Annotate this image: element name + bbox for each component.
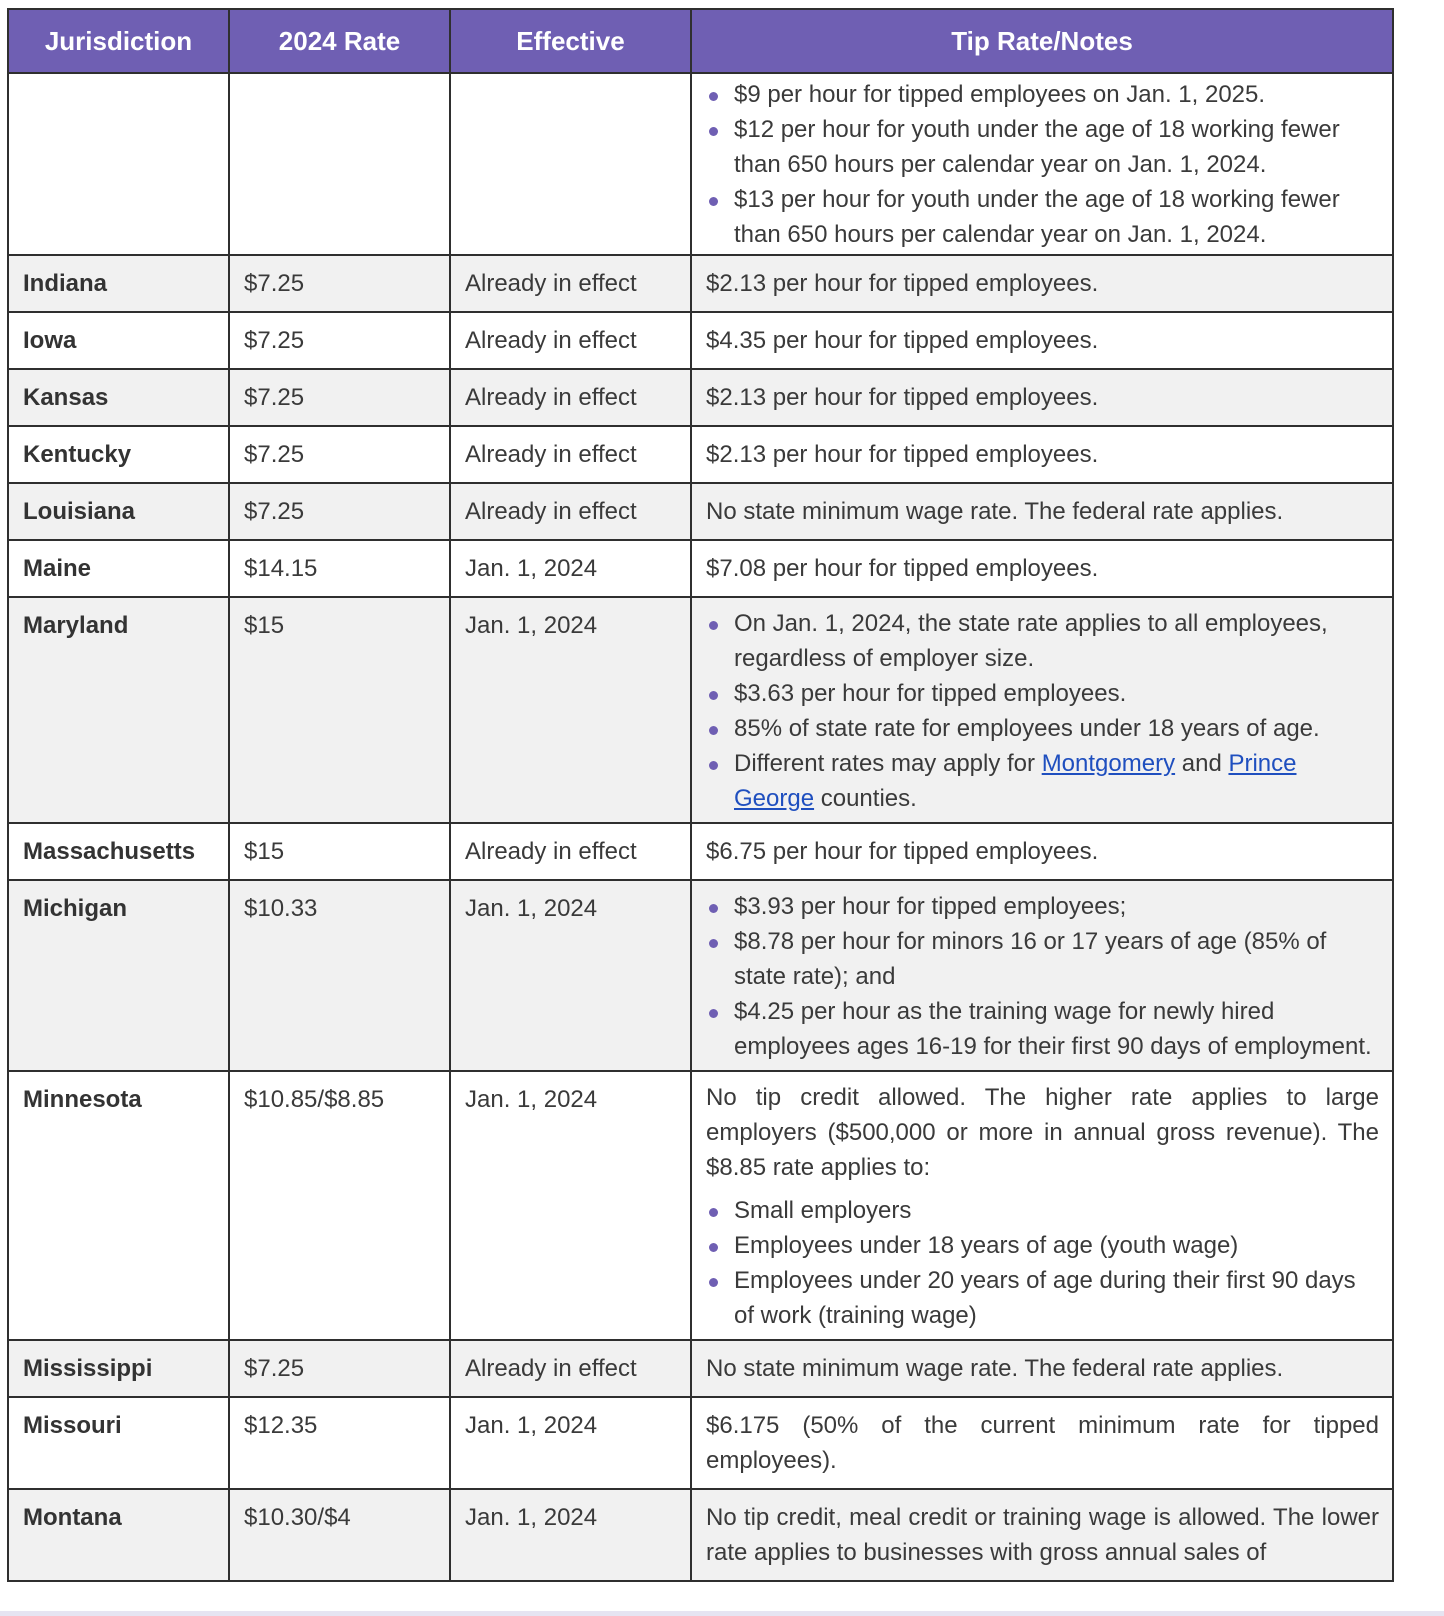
cell-jurisdiction: Kansas bbox=[8, 369, 229, 426]
cell-notes: No tip credit, meal credit or training wage is allowed. The lower rate applies to businesses with gross annual sales of bbox=[691, 1489, 1393, 1581]
header-row bbox=[8, 9, 1393, 73]
table-row-maryland bbox=[8, 597, 1393, 823]
notes-list bbox=[706, 606, 1379, 816]
cell-effective: Jan. 1, 2024 bbox=[450, 1071, 691, 1340]
cell-jurisdiction: Massachusetts bbox=[8, 823, 229, 880]
cell-rate bbox=[229, 73, 450, 255]
list-item: Employees under 20 years of age during their first 90 days of work (training wage) bbox=[706, 1263, 1379, 1333]
header-notes[interactable]: Tip Rate/Notes bbox=[691, 9, 1393, 73]
cell-rate: $10.85/$8.85 bbox=[229, 1071, 450, 1340]
list-item: $8.78 per hour for minors 16 or 17 years of age (85% of state rate); and bbox=[706, 924, 1379, 994]
list-item: $9 per hour for tipped employees on Jan. 1, 2025. bbox=[706, 77, 1379, 112]
cell-rate: $7.25 bbox=[229, 312, 450, 369]
header-jurisdiction[interactable]: Jurisdiction bbox=[8, 9, 229, 73]
header-rate[interactable]: 2024 Rate bbox=[229, 9, 450, 73]
cell-effective: Already in effect bbox=[450, 369, 691, 426]
prince-george-link[interactable]: Prince George bbox=[734, 750, 1297, 812]
table-row-mississippi bbox=[8, 1340, 1393, 1397]
cell-jurisdiction: Louisiana bbox=[8, 483, 229, 540]
table-row-louisiana bbox=[8, 483, 1393, 540]
table-row-iowa bbox=[8, 312, 1393, 369]
cell-notes: $2.13 per hour for tipped employees. bbox=[691, 369, 1393, 426]
table-row-maine bbox=[8, 540, 1393, 597]
cell-effective bbox=[450, 73, 691, 255]
cell-jurisdiction: Indiana bbox=[8, 255, 229, 312]
table-row-missouri bbox=[8, 1397, 1393, 1489]
cell-rate: $7.25 bbox=[229, 426, 450, 483]
cell-jurisdiction: Mississippi bbox=[8, 1340, 229, 1397]
montgomery-link[interactable]: Montgomery bbox=[1041, 750, 1176, 777]
cell-effective: Jan. 1, 2024 bbox=[450, 597, 691, 823]
list-item: Small employers bbox=[706, 1193, 1379, 1228]
notes-list bbox=[706, 77, 1379, 252]
list-item bbox=[706, 746, 1379, 816]
cell-rate: $15 bbox=[229, 823, 450, 880]
cell-rate: $12.35 bbox=[229, 1397, 450, 1489]
notes-text: counties. bbox=[814, 785, 917, 812]
cell-effective: Jan. 1, 2024 bbox=[450, 880, 691, 1071]
cell-rate: $7.25 bbox=[229, 255, 450, 312]
cell-notes: No state minimum wage rate. The federal rate applies. bbox=[691, 483, 1393, 540]
cell-effective: Already in effect bbox=[450, 823, 691, 880]
table-row-kentucky bbox=[8, 426, 1393, 483]
list-item: $3.63 per hour for tipped employees. bbox=[706, 676, 1379, 711]
wage-table-page bbox=[7, 8, 1392, 1582]
cell-rate: $10.30/$4 bbox=[229, 1489, 450, 1581]
cell-rate: $7.25 bbox=[229, 483, 450, 540]
cell-jurisdiction: Maryland bbox=[8, 597, 229, 823]
cell-notes: $6.75 per hour for tipped employees. bbox=[691, 823, 1393, 880]
cell-jurisdiction: Maine bbox=[8, 540, 229, 597]
cell-rate: $7.25 bbox=[229, 369, 450, 426]
cell-notes: $4.35 per hour for tipped employees. bbox=[691, 312, 1393, 369]
notes-intro: No tip credit allowed. The higher rate applies to large employers ($500,000 or more in annual gross revenue). The $8.85 rate applies to: bbox=[706, 1084, 1379, 1181]
cell-notes bbox=[691, 1071, 1393, 1340]
list-item: $3.93 per hour for tipped employees; bbox=[706, 889, 1379, 924]
notes-text: and bbox=[1175, 750, 1229, 777]
table-row-indiana bbox=[8, 255, 1393, 312]
table-row-kansas bbox=[8, 369, 1393, 426]
header-effective[interactable]: Effective bbox=[450, 9, 691, 73]
table-row-michigan bbox=[8, 880, 1393, 1071]
cell-jurisdiction: Missouri bbox=[8, 1397, 229, 1489]
list-item: $12 per hour for youth under the age of 18 working fewer than 650 hours per calendar year on Jan. 1, 2024. bbox=[706, 112, 1379, 182]
cell-notes: No state minimum wage rate. The federal rate applies. bbox=[691, 1340, 1393, 1397]
cell-effective: Jan. 1, 2024 bbox=[450, 540, 691, 597]
table-row-massachusetts bbox=[8, 823, 1393, 880]
table-row-minnesota bbox=[8, 1071, 1393, 1340]
notes-text: Different rates may apply for bbox=[734, 750, 1042, 777]
cell-rate: $7.25 bbox=[229, 1340, 450, 1397]
list-item: Employees under 18 years of age (youth wage) bbox=[706, 1228, 1379, 1263]
cell-notes bbox=[691, 597, 1393, 823]
cell-jurisdiction: Michigan bbox=[8, 880, 229, 1071]
list-item: On Jan. 1, 2024, the state rate applies to all employees, regardless of employer size. bbox=[706, 606, 1379, 676]
cell-jurisdiction: Iowa bbox=[8, 312, 229, 369]
cell-effective: Jan. 1, 2024 bbox=[450, 1489, 691, 1581]
cell-notes bbox=[691, 73, 1393, 255]
page-bottom-divider bbox=[0, 1611, 1444, 1616]
list-item: 85% of state rate for employees under 18 years of age. bbox=[706, 711, 1379, 746]
cell-jurisdiction: Kentucky bbox=[8, 426, 229, 483]
cell-notes bbox=[691, 880, 1393, 1071]
table-row-montana bbox=[8, 1489, 1393, 1581]
cell-effective: Already in effect bbox=[450, 1340, 691, 1397]
list-item: $13 per hour for youth under the age of 18 working fewer than 650 hours per calendar year on Jan. 1, 2024. bbox=[706, 182, 1379, 252]
table-row-continuation bbox=[8, 73, 1393, 255]
cell-effective: Already in effect bbox=[450, 426, 691, 483]
minimum-wage-table bbox=[7, 8, 1394, 1582]
list-item: $4.25 per hour as the training wage for newly hired employees ages 16-19 for their first 90 days of employment. bbox=[706, 994, 1379, 1064]
cell-effective: Already in effect bbox=[450, 312, 691, 369]
cell-jurisdiction: Montana bbox=[8, 1489, 229, 1581]
cell-rate: $14.15 bbox=[229, 540, 450, 597]
cell-notes: $7.08 per hour for tipped employees. bbox=[691, 540, 1393, 597]
cell-notes: $2.13 per hour for tipped employees. bbox=[691, 255, 1393, 312]
cell-notes: $2.13 per hour for tipped employees. bbox=[691, 426, 1393, 483]
cell-effective: Jan. 1, 2024 bbox=[450, 1397, 691, 1489]
cell-jurisdiction bbox=[8, 73, 229, 255]
notes-list bbox=[706, 1193, 1379, 1333]
cell-notes: $6.175 (50% of the current minimum rate for tipped employees). bbox=[691, 1397, 1393, 1489]
cell-rate: $10.33 bbox=[229, 880, 450, 1071]
cell-effective: Already in effect bbox=[450, 483, 691, 540]
notes-list bbox=[706, 889, 1379, 1064]
cell-effective: Already in effect bbox=[450, 255, 691, 312]
cell-jurisdiction: Minnesota bbox=[8, 1071, 229, 1340]
cell-rate: $15 bbox=[229, 597, 450, 823]
